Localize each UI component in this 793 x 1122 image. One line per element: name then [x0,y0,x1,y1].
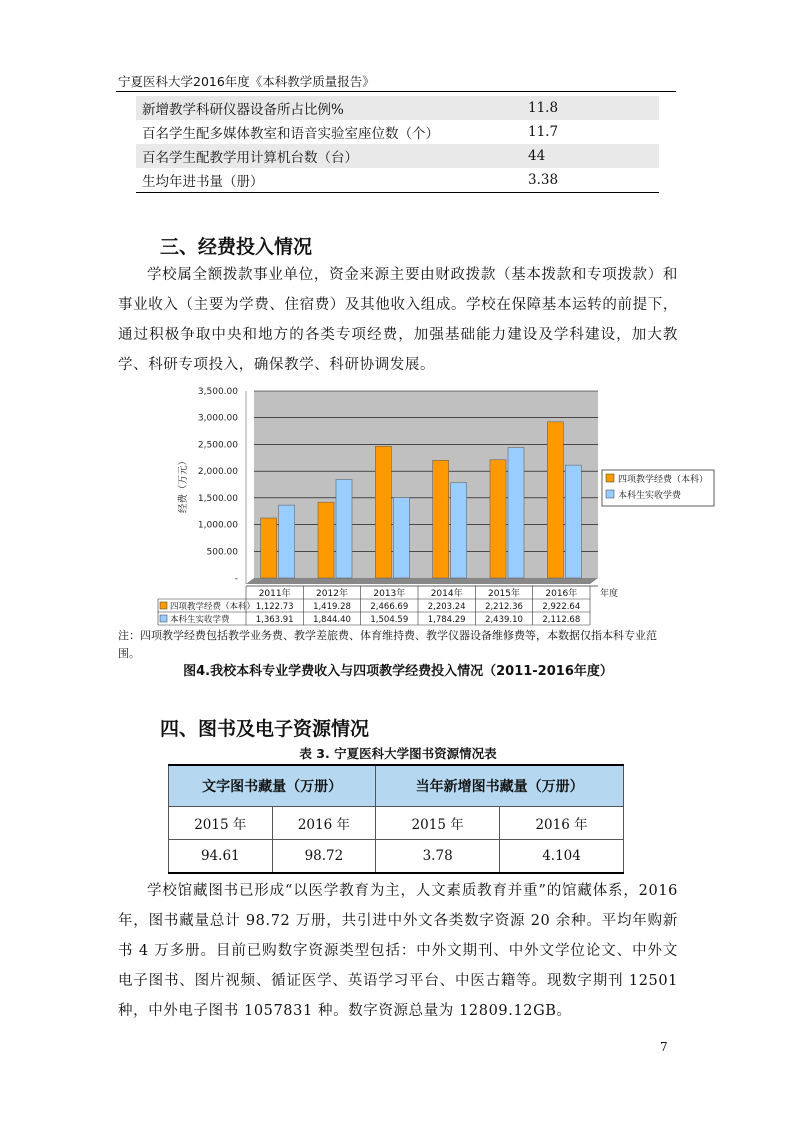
y-tick-label: 1,000.00 [197,520,238,531]
bar [375,446,391,578]
table-series-name: 本科生实收学费 [170,615,230,625]
funding-bar-chart [158,386,709,626]
y-tick-label: 3,000.00 [197,413,238,424]
table-caption: 表 3. 宁夏医科大学图书资源情况表 [299,746,497,761]
bar [336,479,352,578]
row-label: 生均年进书量（册） [142,174,264,190]
column-group-header: 当年新增图书藏量（万册） [376,765,624,807]
row-label: 百名学生配多媒体教室和语音实验室座位数（个） [142,126,439,142]
row-value: 44 [528,148,546,164]
x-axis-label: 年度 [600,589,619,599]
data-label: 1,363.91 [255,615,294,625]
bar [393,498,409,578]
bar [279,505,295,578]
y-tick-label: 2,500.00 [197,440,238,451]
data-label: 1,122.73 [255,602,294,612]
bar [508,448,524,578]
table-header-row [169,765,624,807]
data-label: 2,466.69 [370,602,409,612]
bar [451,483,467,578]
x-tick-label: 2011年 [258,589,291,599]
library-paragraph [118,876,678,1026]
section-heading-funding: 三、经费投入情况 [160,236,313,258]
value-cell: 4.104 [500,840,624,874]
stats-table [136,96,659,193]
year-cell: 2016 年 [500,807,624,840]
data-label: 2,922.64 [542,602,581,612]
legend-label: 本科生实收学费 [618,491,682,501]
row-value: 3.38 [528,172,559,188]
plot-area [254,391,598,578]
table-row [136,168,659,192]
table-row [136,144,659,168]
header-divider [116,91,676,92]
y-tick-label: 3,500.00 [197,387,238,397]
y-tick-label: 500.00 [206,547,238,558]
section-heading-library: 四、图书及电子资源情况 [160,718,370,740]
row-value: 11.7 [528,124,559,140]
page-number: 7 [660,1040,668,1054]
row-label: 新增教学科研仪器设备所占比例% [142,102,344,118]
legend-label: 四项教学经费（本科） [618,475,709,485]
library-table [168,764,624,874]
value-cell: 94.61 [169,840,273,874]
data-label: 2,439.10 [485,615,523,625]
bar [433,460,449,578]
data-label: 2,212.36 [485,602,523,612]
table-row [169,840,624,874]
column-group-header: 文字图书藏量（万册） [169,765,376,807]
table-legend-swatch [160,615,167,622]
data-label: 1,784.29 [427,615,466,625]
value-cell: 98.72 [272,840,376,874]
table-series-name: 四项教学经费（本科） [170,602,256,612]
data-label: 1,844.40 [313,615,351,625]
y-tick-label: 1,500.00 [197,493,238,504]
y-tick-label: - [234,574,238,584]
year-cell: 2015 年 [169,807,273,840]
chart-floor [246,578,598,584]
page-header: 宁夏医科大学2016年度《本科教学质量报告》 [118,74,375,89]
bar [547,422,563,578]
bar [261,518,277,578]
data-label: 1,504.59 [370,615,409,625]
table-row [136,96,659,120]
value-cell: 3.78 [376,840,500,874]
data-label: 2,112.68 [542,615,581,625]
year-cell: 2016 年 [272,807,376,840]
x-tick-label: 2014年 [430,589,463,599]
y-tick-label: 2,000.00 [197,467,238,478]
x-tick-label: 2016年 [545,589,578,599]
paragraph-text: 学校属全额拨款事业单位，资金来源主要由财政拨款（基本拨款和专项拨款）和事业收入（主要为学费、住宿费）及其他收入组成。学校在保障基本运转的前提下，通过积极争取中央和地方的各类专项经费，加强基础能力建设及学科建设，加大教学、科研专项投入，确保教学、科研协调发展。 [118,267,678,373]
table-row [136,120,659,144]
legend-swatch [606,490,614,498]
x-tick-label: 2013年 [373,589,406,599]
bar [565,465,581,578]
data-label: 2,203.24 [427,602,466,612]
bar [318,502,334,578]
row-value: 11.8 [528,100,559,116]
y-axis-label: 经费（万元） [178,455,189,514]
x-tick-label: 2015年 [488,589,520,599]
table-legend-swatch [160,602,167,609]
year-cell: 2015 年 [376,807,500,840]
funding-paragraph [118,260,678,380]
paragraph-text: 学校馆藏图书已形成“以医学教育为主，人文素质教育并重”的馆藏体系，2016 年，图书藏量总计 98.72 万册，共引进中外文各类数字资源 20 余种。平均年购新书 4 万多册。目前已购数字资源类型包括：中外文期刊、中外文学位论文、中外文电子图书、图片视频、循证医学、英语学习平台、中医古籍等。现数字期刊 12501 种，中外电子图书 1057831 种。数字资源总量为 12809.12GB。 [118,883,678,1019]
legend-swatch [606,474,614,482]
table-row [169,807,624,840]
x-tick-label: 2012年 [316,589,348,599]
figure-caption: 图4.我校本科专业学费收入与四项教学经费投入情况（2011-2016年度） [183,664,613,679]
bar [490,460,506,578]
chart-note: 注：四项教学经费包括教学业务费、教学差旅费、体育维持费、教学仪器设备维修费等，本数据仅指本科专业范围。 [118,629,657,660]
row-label: 百名学生配教学用计算机台数（台） [142,150,358,166]
data-label: 1,419.28 [313,602,351,612]
